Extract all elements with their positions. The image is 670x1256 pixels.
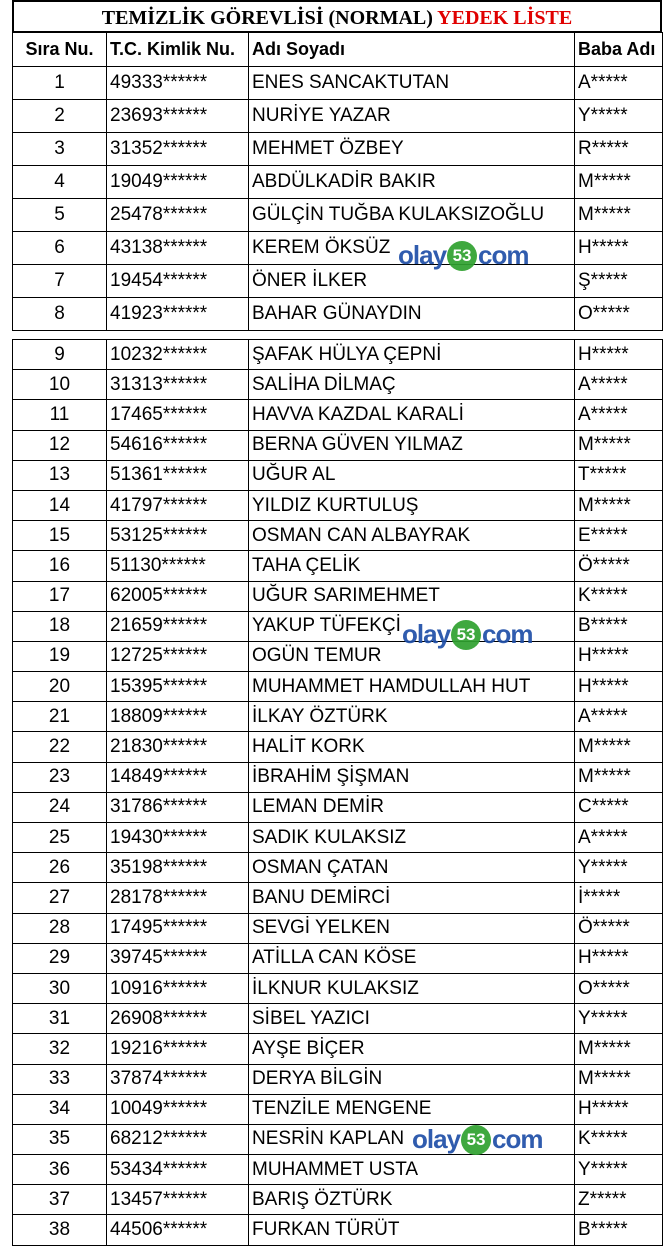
cell-no: 15: [13, 521, 107, 551]
watermark-pre: olay: [398, 240, 447, 270]
cell-no: 19: [13, 641, 107, 671]
table-row: [13, 166, 663, 199]
cell-tc: 35198******: [107, 853, 249, 883]
cell-father: M*****: [575, 166, 663, 199]
cell-father: Y*****: [575, 1155, 663, 1185]
table-row: [13, 672, 663, 702]
cell-name: İLKAY ÖZTÜRK: [249, 702, 575, 732]
reserve-table-bottom: [12, 339, 663, 1246]
cell-name: İBRAHİM ŞİŞMAN: [249, 762, 575, 792]
cell-no: 1: [13, 67, 107, 100]
cell-father: O*****: [575, 973, 663, 1003]
table-row: [13, 1215, 663, 1245]
cell-no: 5: [13, 199, 107, 232]
header-tc: T.C. Kimlik Nu.: [107, 33, 249, 67]
table-row: [13, 199, 663, 232]
cell-no: 8: [13, 298, 107, 331]
cell-name: OSMAN CAN ALBAYRAK: [249, 521, 575, 551]
cell-tc: 10916******: [107, 973, 249, 1003]
cell-name: NURİYE YAZAR: [249, 100, 575, 133]
cell-father: B*****: [575, 611, 663, 641]
table-row: [13, 1185, 663, 1215]
table-row: [13, 490, 663, 520]
cell-name: OSMAN ÇATAN: [249, 853, 575, 883]
cell-name: BAHAR GÜNAYDIN: [249, 298, 575, 331]
cell-name: AYŞE BİÇER: [249, 1034, 575, 1064]
cell-tc: 31352******: [107, 133, 249, 166]
cell-no: 22: [13, 732, 107, 762]
table-row: [13, 521, 663, 551]
watermark-pre: olay: [402, 619, 451, 649]
cell-father: A*****: [575, 400, 663, 430]
watermark-pre: olay: [412, 1124, 461, 1154]
cell-tc: 17465******: [107, 400, 249, 430]
cell-father: M*****: [575, 199, 663, 232]
page-title: [12, 0, 662, 32]
cell-tc: 13457******: [107, 1185, 249, 1215]
cell-father: Y*****: [575, 1004, 663, 1034]
cell-no: 26: [13, 853, 107, 883]
cell-father: K*****: [575, 1124, 663, 1154]
cell-no: 2: [13, 100, 107, 133]
cell-father: Z*****: [575, 1185, 663, 1215]
table-row: [13, 913, 663, 943]
cell-name: ÖNER İLKER: [249, 265, 575, 298]
cell-name: OGÜN TEMUR: [249, 641, 575, 671]
table-row: [13, 1064, 663, 1094]
cell-tc: 26908******: [107, 1004, 249, 1034]
watermark-badge: 53: [461, 1125, 491, 1155]
cell-father: M*****: [575, 1064, 663, 1094]
cell-father: O*****: [575, 298, 663, 331]
cell-no: 17: [13, 581, 107, 611]
cell-tc: 53125******: [107, 521, 249, 551]
cell-no: 33: [13, 1064, 107, 1094]
cell-father: K*****: [575, 581, 663, 611]
cell-tc: 19216******: [107, 1034, 249, 1064]
cell-no: 23: [13, 762, 107, 792]
cell-tc: 28178******: [107, 883, 249, 913]
table-row: [13, 762, 663, 792]
cell-name: GÜLÇİN TUĞBA KULAKSIZOĞLU: [249, 199, 575, 232]
table-row: [13, 702, 663, 732]
cell-father: Ö*****: [575, 551, 663, 581]
table-row: [13, 67, 663, 100]
cell-name: SALİHA DİLMAÇ: [249, 370, 575, 400]
cell-name: BARIŞ ÖZTÜRK: [249, 1185, 575, 1215]
cell-tc: 21659******: [107, 611, 249, 641]
cell-tc: 10232******: [107, 340, 249, 370]
watermark-badge: 53: [447, 241, 477, 271]
cell-tc: 23693******: [107, 100, 249, 133]
cell-father: M*****: [575, 430, 663, 460]
table-row: [13, 1155, 663, 1185]
cell-tc: 41797******: [107, 490, 249, 520]
cell-father: H*****: [575, 1094, 663, 1124]
table-row: [13, 853, 663, 883]
cell-no: 34: [13, 1094, 107, 1124]
cell-name: ENES SANCAKTUTAN: [249, 67, 575, 100]
cell-no: 18: [13, 611, 107, 641]
cell-father: A*****: [575, 67, 663, 100]
cell-name: HALİT KORK: [249, 732, 575, 762]
table-row: [13, 792, 663, 822]
cell-no: 16: [13, 551, 107, 581]
cell-tc: 14849******: [107, 762, 249, 792]
cell-tc: 19454******: [107, 265, 249, 298]
cell-tc: 53434******: [107, 1155, 249, 1185]
cell-tc: 39745******: [107, 943, 249, 973]
cell-name: MUHAMMET USTA: [249, 1155, 575, 1185]
cell-tc: 10049******: [107, 1094, 249, 1124]
header-name: Adı Soyadı: [249, 33, 575, 67]
cell-father: A*****: [575, 370, 663, 400]
cell-father: C*****: [575, 792, 663, 822]
cell-father: M*****: [575, 762, 663, 792]
cell-name: TENZİLE MENGENE: [249, 1094, 575, 1124]
cell-father: A*****: [575, 823, 663, 853]
table-row: [13, 1034, 663, 1064]
cell-name: UĞUR AL: [249, 460, 575, 490]
cell-tc: 51130******: [107, 551, 249, 581]
cell-tc: 51361******: [107, 460, 249, 490]
cell-name: SİBEL YAZICI: [249, 1004, 575, 1034]
cell-father: E*****: [575, 521, 663, 551]
cell-no: 12: [13, 430, 107, 460]
cell-no: 36: [13, 1155, 107, 1185]
cell-name: KEREM ÖKSÜZ: [249, 232, 575, 265]
cell-tc: 62005******: [107, 581, 249, 611]
cell-tc: 41923******: [107, 298, 249, 331]
table-row: [13, 133, 663, 166]
cell-father: M*****: [575, 1034, 663, 1064]
table-row: [13, 581, 663, 611]
list-sheet: [12, 0, 662, 1246]
table-row: [13, 943, 663, 973]
cell-no: 14: [13, 490, 107, 520]
cell-tc: 43138******: [107, 232, 249, 265]
cell-father: Ş*****: [575, 265, 663, 298]
cell-tc: 19430******: [107, 823, 249, 853]
cell-no: 11: [13, 400, 107, 430]
cell-no: 30: [13, 973, 107, 1003]
cell-no: 6: [13, 232, 107, 265]
table-row: [13, 973, 663, 1003]
cell-name: YILDIZ KURTULUŞ: [249, 490, 575, 520]
cell-no: 9: [13, 340, 107, 370]
table-row: [13, 1124, 663, 1154]
cell-tc: 18809******: [107, 702, 249, 732]
header-row: [13, 33, 663, 67]
cell-tc: 44506******: [107, 1215, 249, 1245]
cell-no: 28: [13, 913, 107, 943]
cell-tc: 54616******: [107, 430, 249, 460]
cell-name: HAVVA KAZDAL KARALİ: [249, 400, 575, 430]
table-row: [13, 400, 663, 430]
reserve-table-top: [12, 32, 663, 331]
cell-name: SADIK KULAKSIZ: [249, 823, 575, 853]
title-main: TEMİZLİK GÖREVLİSİ (NORMAL): [101, 7, 433, 29]
cell-father: H*****: [575, 943, 663, 973]
cell-name: ABDÜLKADİR BAKIR: [249, 166, 575, 199]
cell-tc: 25478******: [107, 199, 249, 232]
cell-name: FURKAN TÜRÜT: [249, 1215, 575, 1245]
cell-no: 13: [13, 460, 107, 490]
cell-father: T*****: [575, 460, 663, 490]
cell-no: 7: [13, 265, 107, 298]
cell-name: UĞUR SARIMEHMET: [249, 581, 575, 611]
cell-name: BANU DEMİRCİ: [249, 883, 575, 913]
cell-tc: 37874******: [107, 1064, 249, 1094]
cell-name: MUHAMMET HAMDULLAH HUT: [249, 672, 575, 702]
header-no: Sıra Nu.: [13, 33, 107, 67]
cell-no: 38: [13, 1215, 107, 1245]
cell-no: 37: [13, 1185, 107, 1215]
cell-no: 32: [13, 1034, 107, 1064]
cell-name: MEHMET ÖZBEY: [249, 133, 575, 166]
cell-father: H*****: [575, 641, 663, 671]
table-row: [13, 611, 663, 641]
cell-father: B*****: [575, 1215, 663, 1245]
table-row: [13, 430, 663, 460]
cell-no: 21: [13, 702, 107, 732]
table-row: [13, 732, 663, 762]
cell-no: 27: [13, 883, 107, 913]
cell-father: H*****: [575, 340, 663, 370]
cell-name: ATİLLA CAN KÖSE: [249, 943, 575, 973]
table-row: [13, 232, 663, 265]
watermark-post: com: [482, 619, 533, 649]
watermark-post: com: [478, 240, 529, 270]
cell-no: 10: [13, 370, 107, 400]
cell-no: 31: [13, 1004, 107, 1034]
cell-father: Ö*****: [575, 913, 663, 943]
cell-no: 4: [13, 166, 107, 199]
cell-father: H*****: [575, 232, 663, 265]
cell-tc: 12725******: [107, 641, 249, 671]
table-row: [13, 823, 663, 853]
table-row: [13, 883, 663, 913]
cell-tc: 15395******: [107, 672, 249, 702]
cell-father: M*****: [575, 490, 663, 520]
cell-name: BERNA GÜVEN YILMAZ: [249, 430, 575, 460]
cell-no: 20: [13, 672, 107, 702]
title-highlight: YEDEK LİSTE: [437, 7, 573, 29]
cell-no: 25: [13, 823, 107, 853]
cell-father: M*****: [575, 732, 663, 762]
cell-tc: 49333******: [107, 67, 249, 100]
table-row: [13, 100, 663, 133]
cell-no: 3: [13, 133, 107, 166]
cell-father: İ*****: [575, 883, 663, 913]
cell-no: 24: [13, 792, 107, 822]
cell-father: Y*****: [575, 100, 663, 133]
table-row: [13, 641, 663, 671]
cell-name: SEVGİ YELKEN: [249, 913, 575, 943]
watermark-post: com: [492, 1124, 543, 1154]
cell-father: H*****: [575, 672, 663, 702]
cell-name: YAKUP TÜFEKÇİ: [249, 611, 575, 641]
table-row: [13, 1094, 663, 1124]
table-row: [13, 265, 663, 298]
cell-tc: 19049******: [107, 166, 249, 199]
cell-father: R*****: [575, 133, 663, 166]
cell-tc: 21830******: [107, 732, 249, 762]
header-father: Baba Adı: [575, 33, 663, 67]
cell-tc: 31313******: [107, 370, 249, 400]
cell-name: ŞAFAK HÜLYA ÇEPNİ: [249, 340, 575, 370]
table-row: [13, 1004, 663, 1034]
table-row: [13, 298, 663, 331]
table-row: [13, 460, 663, 490]
cell-tc: 68212******: [107, 1124, 249, 1154]
cell-tc: 31786******: [107, 792, 249, 822]
cell-no: 29: [13, 943, 107, 973]
table-row: [13, 370, 663, 400]
cell-father: A*****: [575, 702, 663, 732]
cell-name: DERYA BİLGİN: [249, 1064, 575, 1094]
table-row: [13, 340, 663, 370]
cell-name: NESRİN KAPLAN: [249, 1124, 575, 1154]
cell-no: 35: [13, 1124, 107, 1154]
cell-name: TAHA ÇELİK: [249, 551, 575, 581]
cell-father: Y*****: [575, 853, 663, 883]
cell-tc: 17495******: [107, 913, 249, 943]
watermark-badge: 53: [451, 620, 481, 650]
table-row: [13, 551, 663, 581]
cell-name: İLKNUR KULAKSIZ: [249, 973, 575, 1003]
cell-name: LEMAN DEMİR: [249, 792, 575, 822]
